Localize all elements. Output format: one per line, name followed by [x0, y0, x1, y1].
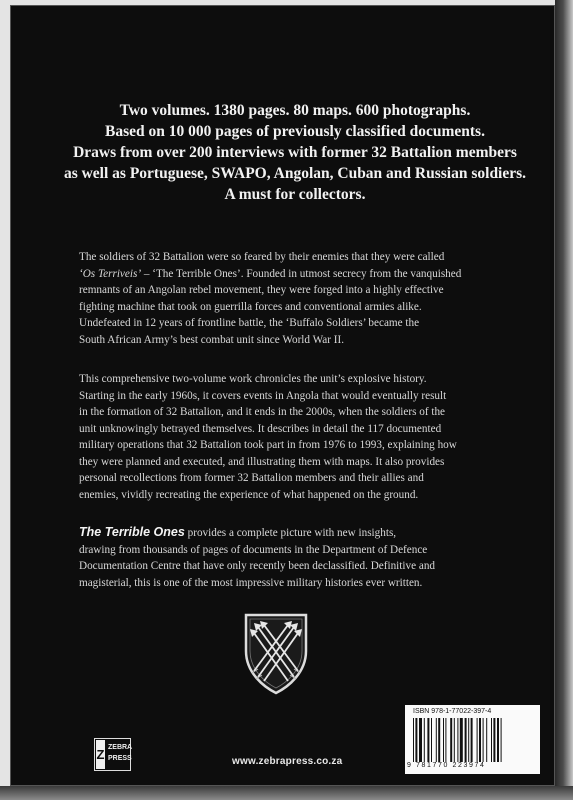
text-line: drawing from thousands of pages of documents in the Department of Defence: [79, 543, 428, 556]
text-line: personal recollections from former 32 Battalion members and their allies and: [79, 472, 424, 484]
text-line: unit unknowingly betrayed themselves. It describes in detail the 117 documented: [79, 422, 442, 435]
headline-line: A must for collectors.: [224, 186, 366, 203]
text-line: fighting machine that took on guerrilla forces and conventional armies alike.: [79, 300, 422, 313]
barcode-icon: [413, 718, 532, 762]
italic-phrase: ‘Os Terriveis’: [79, 267, 142, 280]
zebra-press-logo: [94, 738, 131, 771]
text-line: remnants of an Angolan rebel movement, they were forged into a highly effective: [79, 284, 444, 296]
crossed-arrows-shield-emblem-icon: [244, 613, 308, 695]
text-line: The soldiers of 32 Battalion were so feared by their enemies that they were called: [79, 251, 445, 263]
barcode-box: [405, 705, 540, 774]
logo-text: ZEBRA: [108, 744, 133, 751]
barcode-number: 9 781770 223974: [407, 762, 486, 769]
headline-line: Two volumes. 1380 pages. 80 maps. 600 photographs.: [119, 102, 471, 119]
text-line: [79, 524, 489, 542]
text-line: South African Army’s best combat unit since World War II.: [79, 333, 344, 346]
text-line: enemies, vividly recreating the experience of what happened on the ground.: [79, 488, 419, 501]
text-line: Undefeated in 12 years of frontline battle, the ‘Buffalo Soldiers’ became the: [79, 317, 420, 329]
text-line: in the formation of 32 Battalion, and it ends in the 2000s, when the soldiers of the: [79, 406, 446, 418]
headline-block: [50, 100, 540, 205]
text-line: magisterial, this is one of the most impressive military histories ever written.: [79, 576, 423, 589]
text-line: military operations that 32 Battalion took part in from 1976 to 1993, explaining how: [79, 439, 457, 451]
headline-line: as well as Portuguese, SWAPO, Angolan, Cuban and Russian soldiers.: [63, 165, 527, 182]
text-line: [79, 266, 489, 283]
text-line: Documentation Centre that have only recently been declassified. Definitive and: [79, 560, 436, 572]
text-line: they were planned and executed, and illustrating them with maps. It also provides: [79, 455, 445, 468]
paragraph-intro: [79, 249, 489, 348]
logo-text: PRESS: [108, 755, 132, 762]
text-fragment: provides a complete picture with new insights,: [184, 527, 397, 539]
book-spine-edge: [555, 0, 573, 800]
isbn-text: ISBN 978-1-77022-397-4: [413, 708, 492, 715]
text-fragment: – ‘The Terrible Ones’. Founded in utmost secrecy from the vanquished: [141, 267, 462, 280]
paragraph-history: [79, 371, 489, 503]
headline-line: Based on 10 000 pages of previously classified documents.: [105, 123, 485, 140]
back-cover: [10, 5, 555, 786]
book-bottom-edge: [0, 786, 573, 800]
text-line: This comprehensive two-volume work chronicles the unit’s explosive history.: [79, 373, 427, 385]
publisher-url: www.zebrapress.co.za: [232, 756, 343, 767]
paragraph-summary: [79, 524, 489, 591]
headline-line: Draws from over 200 interviews with former 32 Battalion members: [73, 144, 517, 161]
logo-letter: Z: [96, 740, 105, 769]
text-line: Starting in the early 1960s, it covers events in Angola that would eventually result: [79, 389, 447, 402]
book-title: The Terrible Ones: [79, 525, 185, 539]
